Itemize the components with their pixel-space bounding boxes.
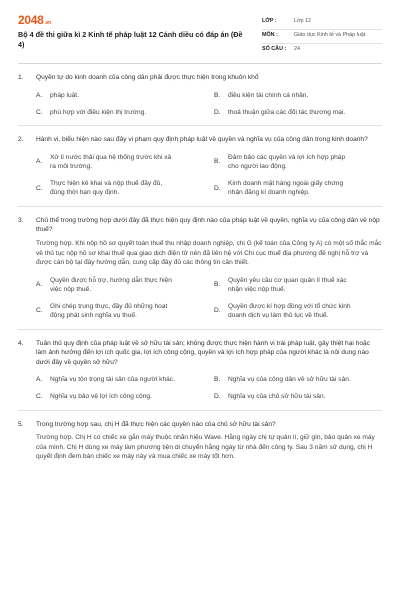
option-letter: A.	[36, 281, 43, 289]
question-head	[18, 216, 382, 235]
option-c[interactable]	[36, 302, 204, 321]
question-text: Quyền tự do kinh doanh của công dân phải được thực hiện trong khuôn khổ	[36, 74, 259, 82]
option-c[interactable]	[36, 108, 204, 118]
option-a[interactable]	[36, 276, 204, 295]
option-text: Quyền yêu cầu cơ quan quản lí thuế xác nhận việc nộp thuế.	[228, 276, 347, 294]
question-head	[18, 73, 382, 83]
question-text: Hành vi, biểu hiện nào sau đây vi phạm quy định pháp luật về quyền và nghĩa vụ của công dân trong kinh doanh?	[36, 136, 368, 144]
question-head	[18, 135, 382, 145]
document-meta	[262, 16, 382, 56]
answer-options	[36, 153, 382, 198]
answer-options	[36, 91, 382, 117]
option-text: Kinh doanh mặt hàng ngoài giấy chứng nhận đăng kí doanh nghiệp.	[228, 179, 344, 197]
option-letter: B.	[214, 158, 221, 166]
header-left	[18, 14, 250, 56]
meta-row-class	[262, 16, 382, 30]
option-text: Đảm bảo các quyền và lợi ích hợp pháp cho người lao động.	[228, 153, 346, 171]
option-c[interactable]	[36, 179, 204, 198]
document-header	[18, 14, 382, 64]
option-text: Quyền được hỗ trợ, hướng dẫn thực hiện việc nộp thuế.	[50, 276, 172, 294]
question-text: Tuân thủ quy định của pháp luật về sở hữu tài sản; không được thực hiện hành vi trái pháp luật, gây thiệt hại hoặc làm ảnh hưởng đến lợi ích quốc gia, lợi ích công cộng, quyền và lợi ích hợp pháp của người khác là nội dung nào dưới đây về quyền sở hữu?	[36, 339, 370, 366]
option-c[interactable]	[36, 392, 204, 402]
option-letter: B.	[214, 92, 221, 100]
option-a[interactable]	[36, 153, 204, 172]
option-text: thoả thuận giữa các đối tác thương mại.	[228, 108, 346, 116]
option-text: Nghĩa vụ của chủ sở hữu tài sản.	[228, 392, 326, 400]
answer-options	[36, 276, 382, 321]
option-b[interactable]	[214, 276, 382, 295]
question-passage: Trường hợp. Chị H có chiếc xe gắn máy thuộc nhãn hiệu Wave. Hằng ngày chị tự quản lí, giữ gìn, bảo quản xe máy của mình. Chị H dùng xe máy làm phương tiện di chuyển hằng ngày từ nhà đến công ty. Sau 3 năm sử dụng, chị H quyết định đem bán chiếc xe máy này và mua chiếc xe máy tốt hơn.	[36, 434, 375, 461]
option-text: Quyền được kí hợp đồng với tổ chức kinh doanh dịch vụ làm thủ tục về thuế.	[228, 302, 351, 320]
option-letter: A.	[36, 376, 43, 384]
meta-row-count	[262, 44, 382, 57]
option-d[interactable]	[214, 108, 382, 118]
question-5	[18, 411, 382, 470]
question-number: 3.	[18, 216, 24, 224]
option-a[interactable]	[36, 91, 204, 101]
option-letter: C.	[36, 108, 43, 116]
question-text: Chủ thể trong trường hợp dưới đây đã thực hiện quy định nào của pháp luật về quyền, nghĩa vụ của công dân về nộp thuế?	[36, 216, 380, 234]
option-letter: A.	[36, 92, 43, 100]
meta-label: MÔN :	[262, 31, 278, 38]
meta-value: Lớp 12	[294, 18, 312, 24]
site-logo[interactable]	[18, 14, 250, 26]
option-text: pháp luật.	[50, 92, 79, 100]
question-head	[18, 339, 382, 368]
option-letter: B.	[214, 281, 221, 289]
option-text: Nghĩa vụ tôn trọng tài sản của người khác.	[50, 376, 175, 384]
option-letter: D.	[214, 108, 221, 116]
question-3	[18, 207, 382, 330]
question-number: 4.	[18, 339, 24, 347]
option-letter: C.	[36, 392, 43, 400]
option-text: Ghi chép trung thực, đầy đủ những hoạt động phát sinh nghĩa vụ thuế.	[50, 302, 168, 320]
option-letter: D.	[214, 392, 221, 400]
logo-text: 2048	[18, 13, 44, 27]
option-text: phù hợp với điều kiện thị trường.	[50, 108, 147, 116]
meta-label: LỚP :	[262, 18, 277, 24]
option-d[interactable]	[214, 179, 382, 198]
logo-suffix: .vn	[44, 20, 51, 26]
document-title: Bộ 4 đề thi giữa kì 2 Kinh tế pháp luật 12 Cánh diều có đáp án (Đề 4)	[18, 30, 243, 50]
option-letter: A.	[36, 158, 43, 166]
option-text: Nghĩa vụ của công dân về sở hữu tài sản.	[228, 376, 351, 384]
question-number: 2.	[18, 136, 24, 144]
option-letter: D.	[214, 184, 221, 192]
option-b[interactable]	[214, 91, 382, 101]
question-head	[18, 420, 382, 430]
question-1	[18, 64, 382, 126]
meta-label: SỐ CÂU :	[262, 45, 287, 52]
option-letter: C.	[36, 184, 43, 192]
option-b[interactable]	[214, 375, 382, 385]
option-letter: D.	[214, 307, 221, 315]
option-d[interactable]	[214, 302, 382, 321]
option-d[interactable]	[214, 392, 382, 402]
question-number: 1.	[18, 74, 24, 82]
question-2	[18, 126, 382, 207]
question-4	[18, 330, 382, 411]
option-text: điều kiện tài chính cá nhân.	[228, 92, 309, 100]
option-letter: B.	[214, 376, 221, 384]
option-letter: C.	[36, 307, 43, 315]
option-b[interactable]	[214, 153, 382, 172]
meta-value: 24	[294, 45, 300, 52]
answer-options	[36, 375, 382, 401]
meta-row-subject	[262, 30, 382, 44]
option-text: Nghĩa vụ bảo vệ lợi ích công cộng.	[50, 392, 152, 400]
option-text: Xử lí nước thải qua hệ thống trước khi xả ra môi trường.	[50, 153, 172, 171]
question-text: Trong trường hợp sau, chị H đã thực hiện các quyền nào của chủ sở hữu tài sản?	[36, 420, 276, 428]
option-text: Thực hiện kê khai và nộp thuế đầy đủ, đúng thời hạn quy định.	[50, 179, 163, 197]
question-number: 5.	[18, 420, 24, 428]
question-passage: Trường hợp. Khi nộp hồ sơ quyết toán thuế thu nhập doanh nghiệp, chị G (kế toán của Công ty A) có một số thắc mắc về thủ tục nộp hồ sơ khai thuế qua giao dịch điện tử nên đã liên hệ với Chi cục thuế địa phương đề nghị hỗ trợ và được cán bộ tại đây hướng dẫn, cung cấp đầy đủ các thông tin cần thiết.	[36, 239, 382, 267]
option-a[interactable]	[36, 375, 204, 385]
meta-value: Giáo dục Kinh tế và Pháp luật	[294, 31, 366, 38]
